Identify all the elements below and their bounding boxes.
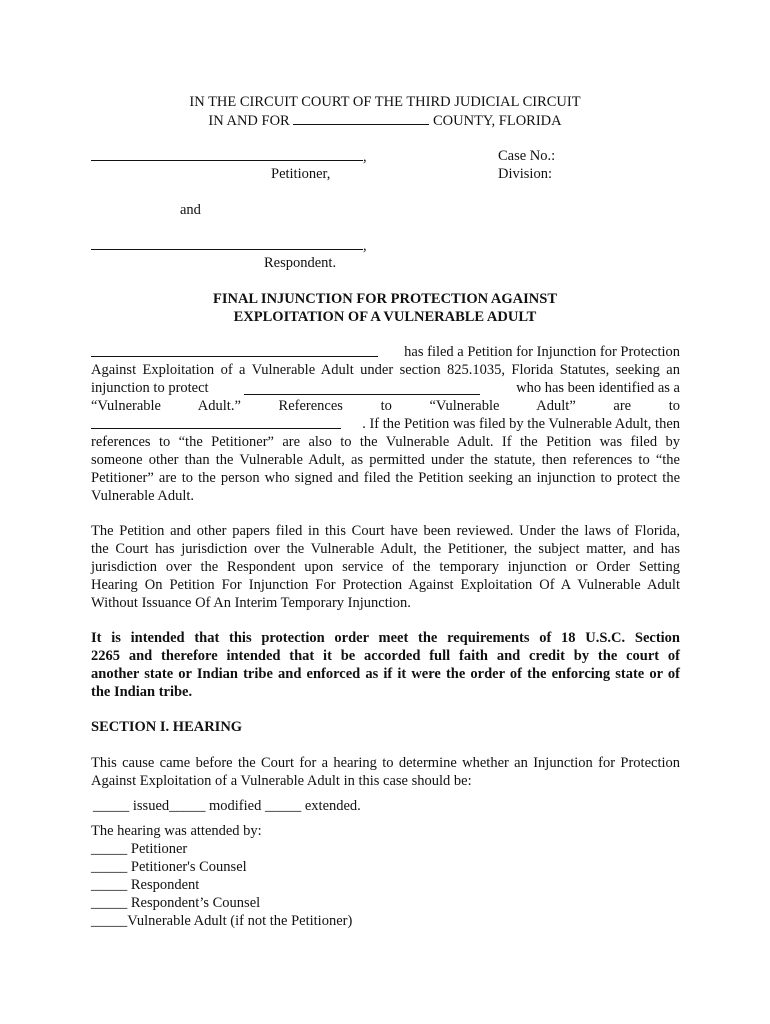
respondent-label: Respondent. xyxy=(264,255,337,271)
filer-name-blank xyxy=(91,343,378,357)
paragraph-hearing: This cause came before the Court for a hearing to determine whether an Injunction for Protection Against Exploitation of a Vulnerable Adult in this case should be: xyxy=(91,755,680,789)
paragraph-petition-filed: has filed a Petition for Injunction for Protection Against Exploitation of a Vulnerable Adult under section 825.1035, Florida Statutes, seeking an injunction to protect who has been identified as a “Vulnerable Adult.” References to “Vulnerable Adult” are to . If the Petition was filed by the Vulnerable Adult, then references to “the Petitioner” are also to the Vulnerable Adult. If the Petition was filed by someone other than the Vulnerable Adult, as permitted under the statute, then references to “the Petitioner” are to the person who signed and filed the Petition seeking an injunction to protect the Vulnerable Adult. xyxy=(91,344,680,504)
vulnerable-adult-ref-blank xyxy=(91,415,341,429)
county-blank xyxy=(293,111,429,125)
attendee-item: _____ Petitioner xyxy=(91,841,188,857)
and-label: and xyxy=(180,202,201,218)
injunction-options: _____ issued_____ modified _____ extended. xyxy=(93,798,361,814)
respondent-name-blank xyxy=(91,236,363,250)
document-title-line1: FINAL INJUNCTION FOR PROTECTION AGAINST xyxy=(212,291,558,307)
division-label: Division: xyxy=(498,166,552,182)
vulnerable-adult-name-blank xyxy=(244,381,480,395)
court-header-line1: IN THE CIRCUIT COURT OF THE THIRD JUDICIAL CIRCUIT xyxy=(189,94,581,110)
petitioner-line: , xyxy=(91,147,367,166)
county-florida-label: COUNTY, FLORIDA xyxy=(432,113,562,129)
court-header-line2 xyxy=(0,111,770,130)
respondent-line: , xyxy=(91,236,367,255)
attendee-item: _____ Respondent xyxy=(91,877,200,893)
case-no-label: Case No.: xyxy=(498,148,556,164)
attendee-item: _____Vulnerable Adult (if not the Petitioner) xyxy=(91,913,353,929)
petitioner-name-blank xyxy=(91,147,363,161)
hearing-attended-label: The hearing was attended by: xyxy=(91,823,262,839)
paragraph-full-faith-credit: It is intended that this protection order meet the requirements of 18 U.S.C. Section 2265 and therefore intended that it be accorded full faith and credit by the court of another state or Indian tribe and enforced as if it were the order of the enforcing state or of the Indian tribe. xyxy=(91,630,680,700)
paragraph-jurisdiction: The Petition and other papers filed in this Court have been reviewed. Under the laws of Florida, the Court has jurisdiction over the Vulnerable Adult, the Petitioner, the subject matter, and has jurisdiction over the Respondent upon service of the temporary injunction or Order Setting Hearing On Petition For Injunction For Protection Against Exploitation Of A Vulnerable Adult Without Issuance Of An Interim Temporary Injunction. xyxy=(91,523,680,611)
petitioner-label: Petitioner, xyxy=(271,166,331,182)
attendee-item: _____ Respondent’s Counsel xyxy=(91,895,261,911)
attendee-item: _____ Petitioner's Counsel xyxy=(91,859,247,875)
in-and-for-label: IN AND FOR xyxy=(208,113,290,129)
document-title-line2: EXPLOITATION OF A VULNERABLE ADULT xyxy=(233,309,537,325)
section-heading-hearing: SECTION I. HEARING xyxy=(91,719,243,735)
